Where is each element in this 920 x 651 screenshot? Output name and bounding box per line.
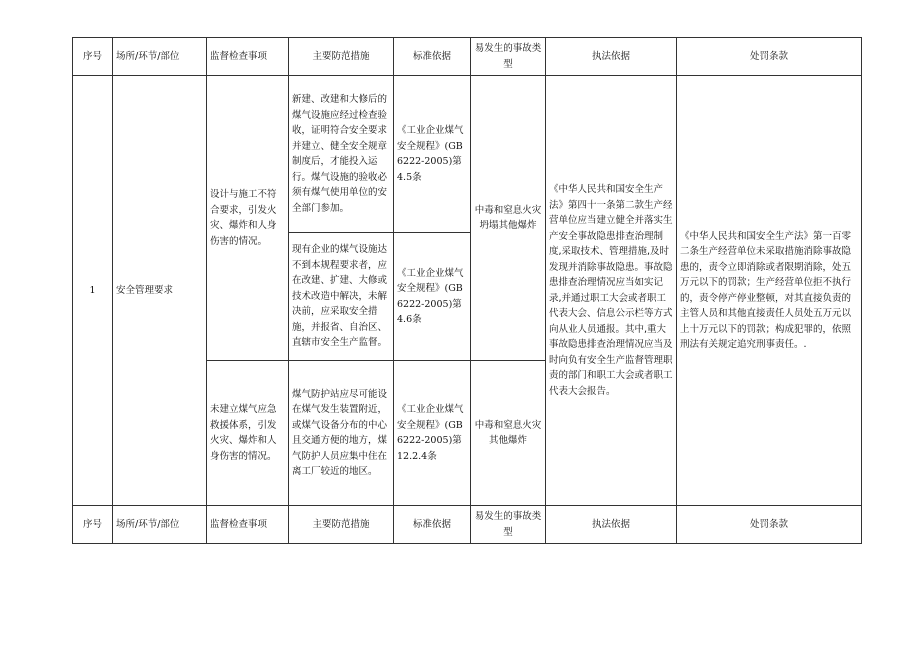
table-row bbox=[73, 76, 862, 233]
header-standard: 标准依据 bbox=[394, 506, 471, 544]
header-penalty: 处罚条款 bbox=[677, 38, 862, 76]
penalty-clause: 《中华人民共和国安全生产法》第一百零二条生产经营单位未采取措施消除事故隐患的，责令立即消除或者限期消除，处五万元以下的罚款；生产经营单位拒不执行的，责令停产停业整顿，对其直接负责的主管人员和其他直接责任人员处五万元以上十万元以下的罚款；构成犯罪的，依照刑法有关规定追究刑事责任。. bbox=[677, 76, 862, 506]
row-number: 1 bbox=[73, 76, 113, 506]
header-row bbox=[73, 38, 862, 76]
prevention-measure: 新建、改建和大修后的煤气设施应经过检查验收，证明符合安全要求并建立、健全安全规章制度后，才能投入运行。煤气设施的验收必须有煤气使用单位的安全部门参加。 bbox=[289, 76, 394, 233]
law-basis: 《中华人民共和国安全生产法》第四十一条第二款生产经营单位应当建立健全并落实生产安全事故隐患排查治理制度,采取技术、管理措施,及时发现并消除事故隐患。事故隐患排查治理情况应当如实记录,并通过职工大会或者职工代表大会、信息公示栏等方式向从业人员通报。其中,重大事故隐患排查治理情况应当及时向负有安全生产监督管理职责的部门和职工大会或者职工代表大会报告。 bbox=[546, 76, 677, 506]
inspection-table bbox=[72, 37, 862, 544]
header-measures: 主要防范措施 bbox=[289, 38, 394, 76]
header-no: 序号 bbox=[73, 506, 113, 544]
header-item: 监督检查事项 bbox=[207, 38, 289, 76]
check-item: 设计与施工不符合要求，引发火灾、爆炸和人身伤害的情况。 bbox=[207, 76, 289, 361]
row-place: 安全管理要求 bbox=[113, 76, 207, 506]
header-penalty: 处罚条款 bbox=[677, 506, 862, 544]
header-accident: 易发生的事故类型 bbox=[471, 506, 546, 544]
accident-type: 中毒和窒息火灾坍塌其他爆炸 bbox=[471, 76, 546, 361]
header-place: 场所/环节/部位 bbox=[113, 506, 207, 544]
footer-header-row bbox=[73, 506, 862, 544]
header-accident: 易发生的事故类型 bbox=[471, 38, 546, 76]
header-law: 执法依据 bbox=[546, 38, 677, 76]
check-item: 未建立煤气应急救援体系，引发火灾、爆炸和人身伤害的情况。 bbox=[207, 361, 289, 506]
header-place: 场所/环节/部位 bbox=[113, 38, 207, 76]
header-law: 执法依据 bbox=[546, 506, 677, 544]
header-no: 序号 bbox=[73, 38, 113, 76]
header-standard: 标准依据 bbox=[394, 38, 471, 76]
standard-basis: 《工业企业煤气安全规程》(GB6222-2005)第4.6条 bbox=[394, 233, 471, 361]
accident-type: 中毒和窒息火灾其他爆炸 bbox=[471, 361, 546, 506]
prevention-measure: 现有企业的煤气设施达不到本规程要求者，应在改建、扩建、大修或技术改造中解决，未解决前，应采取安全措施，并报省、自治区、直辖市安全生产监督。 bbox=[289, 233, 394, 361]
header-measures: 主要防范措施 bbox=[289, 506, 394, 544]
prevention-measure: 煤气防护站应尽可能设在煤气发生装置附近，或煤气设备分布的中心且交通方便的地方，煤气防护人员应集中住在离工厂较近的地区。 bbox=[289, 361, 394, 506]
standard-basis: 《工业企业煤气安全规程》(GB6222-2005)第4.5条 bbox=[394, 76, 471, 233]
header-item: 监督检查事项 bbox=[207, 506, 289, 544]
standard-basis: 《工业企业煤气安全规程》(GB6222-2005)第12.2.4条 bbox=[394, 361, 471, 506]
